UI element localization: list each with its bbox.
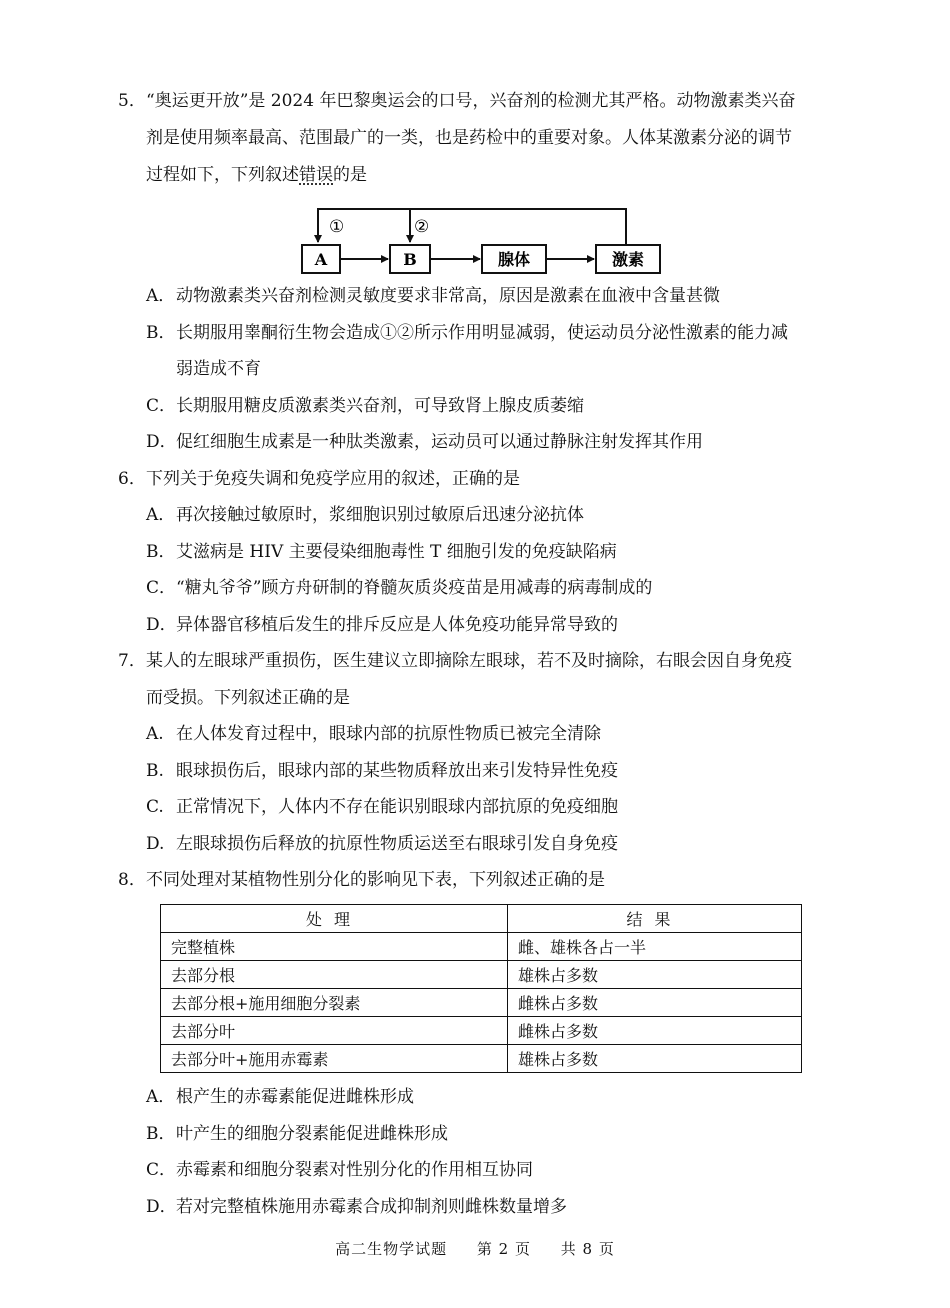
q6-stem: 下列关于免疫失调和免疫学应用的叙述，正确的是 <box>146 469 520 489</box>
table-cell: 去部分叶+施用赤霉素 <box>161 1045 508 1073</box>
q5-option-d-text: 促红细胞生成素是一种肽类激素，运动员可以通过静脉注射发挥其作用 <box>176 432 703 452</box>
q8-option-d-text: 若对完整植株施用赤霉素合成抑制剂则雌株数量增多 <box>176 1197 567 1217</box>
q8-option-b-text: 叶产生的细胞分裂素能促进雌株形成 <box>176 1124 448 1144</box>
q6-option-d-text: 异体器官移植后发生的排斥反应是人体免疫功能异常导致的 <box>176 615 618 635</box>
q5-option-a-label: A． <box>146 286 176 306</box>
q7-option-d-label: D. <box>146 834 165 854</box>
q6-option-d-label: D． <box>146 615 177 635</box>
q7-stem-line2: 而受损。下列叙述正确的是 <box>146 688 350 708</box>
q5-option-b-cont: 弱造成不育 <box>176 359 261 379</box>
q5-stem-prefix: 过程如下，下列叙述 <box>146 165 299 185</box>
q8-option-d-label: D． <box>146 1197 177 1217</box>
q5-stem-line2: 剂是使用频率最高、范围最广的一类，也是药检中的重要对象。人体某激素分泌的调节 <box>146 128 792 148</box>
box-a-label: A <box>314 250 328 269</box>
q5-option-b-label: B． <box>146 323 176 343</box>
q7-number: 7． <box>118 651 146 671</box>
q5-option-b-text: 长期服用睾酮衍生物会造成①②所示作用明显减弱，使运动员分泌性激素的能力减 <box>176 323 788 343</box>
label-2: ② <box>414 217 430 237</box>
table-cell: 雌株占多数 <box>508 989 802 1017</box>
header-result: 结果 <box>508 905 802 933</box>
q6-option-c-label: C． <box>146 578 177 598</box>
q8-option-c-label: C． <box>146 1160 177 1180</box>
table-cell: 去部分根+施用细胞分裂素 <box>161 989 508 1017</box>
q7-option-a-label: A. <box>146 724 164 744</box>
q8-option-a-label: A． <box>146 1087 176 1107</box>
table-row <box>161 1045 802 1073</box>
page-footer <box>0 1238 950 1259</box>
hormone-regulation-diagram <box>296 204 668 278</box>
q7-option-b-label: B. <box>146 761 164 781</box>
feedback-arrow-1 <box>318 209 626 246</box>
q5-stem-suffix: 的是 <box>333 165 367 185</box>
table-cell: 雌、雄株各占一半 <box>508 933 802 961</box>
table-cell: 雌株占多数 <box>508 1017 802 1045</box>
q6-option-b-label: B． <box>146 542 176 562</box>
q7-option-c-label: C. <box>146 797 164 817</box>
box-hormone-label: 激素 <box>611 250 645 269</box>
q8-stem: 不同处理对某植物性别分化的影响见下表，下列叙述正确的是 <box>146 870 605 890</box>
q8-option-a-text: 根产生的赤霉素能促进雌株形成 <box>176 1087 414 1107</box>
table-cell: 雄株占多数 <box>508 1045 802 1073</box>
q6-option-a-label: A． <box>146 505 176 525</box>
q6-option-c-text: “糖丸爷爷”顾方舟研制的脊髓灰质炎疫苗是用减毒的病毒制成的 <box>176 578 653 598</box>
table-cell: 去部分根 <box>161 961 508 989</box>
q6-number: 6． <box>118 469 146 489</box>
q8-option-c-text: 赤霉素和细胞分裂素对性别分化的作用相互协同 <box>176 1160 533 1180</box>
table-header-row <box>161 905 802 933</box>
q5-number: 5． <box>118 91 146 111</box>
label-1: ① <box>329 217 345 237</box>
footer-subject: 高二生物学试题 <box>335 1240 448 1258</box>
q5-stem-line3 <box>146 163 367 187</box>
box-gland-label: 腺体 <box>497 250 531 269</box>
q5-option-d-label: D． <box>146 432 177 452</box>
header-treatment: 处理 <box>161 905 508 933</box>
table-cell: 完整植株 <box>161 933 508 961</box>
q8-number: 8． <box>118 870 146 890</box>
table-cell: 去部分叶 <box>161 1017 508 1045</box>
q5-stem-emphasis: 错误 <box>299 165 333 185</box>
table-cell: 雄株占多数 <box>508 961 802 989</box>
q7-option-a-text: 在人体发育过程中，眼球内部的抗原性物质已被完全清除 <box>176 724 601 744</box>
table-row <box>161 933 802 961</box>
q7-option-c-text: 正常情况下，人体内不存在能识别眼球内部抗原的免疫细胞 <box>176 797 618 817</box>
footer-page: 第 2 页 <box>476 1240 531 1258</box>
table-row <box>161 989 802 1017</box>
q5-option-c-text: 长期服用糖皮质激素类兴奋剂，可导致肾上腺皮质萎缩 <box>176 396 584 416</box>
table-row <box>161 1017 802 1045</box>
table-row <box>161 961 802 989</box>
q7-stem-line1: 某人的左眼球严重损伤，医生建议立即摘除左眼球，若不及时摘除，右眼会因自身免疫 <box>146 651 792 671</box>
footer-total: 共 8 页 <box>560 1240 615 1258</box>
treatment-result-table <box>160 904 802 1073</box>
q7-option-b-text: 眼球损伤后，眼球内部的某些物质释放出来引发特异性免疫 <box>176 761 618 781</box>
box-b-label: B <box>403 250 417 269</box>
q5-stem-line1: “奥运更开放”是 2024 年巴黎奥运会的口号，兴奋剂的检测尤其严格。动物激素类兴奋 <box>146 91 796 111</box>
q6-option-b-text: 艾滋病是 HIV 主要侵染细胞毒性 T 细胞引发的免疫缺陷病 <box>176 542 617 562</box>
q8-option-b-label: B． <box>146 1124 176 1144</box>
q6-option-a-text: 再次接触过敏原时，浆细胞识别过敏原后迅速分泌抗体 <box>176 505 584 525</box>
q5-option-a-text: 动物激素类兴奋剂检测灵敏度要求非常高，原因是激素在血液中含量甚微 <box>176 286 720 306</box>
q7-option-d-text: 左眼球损伤后释放的抗原性物质运送至右眼球引发自身免疫 <box>176 834 618 854</box>
q5-option-c-label: C． <box>146 396 177 416</box>
